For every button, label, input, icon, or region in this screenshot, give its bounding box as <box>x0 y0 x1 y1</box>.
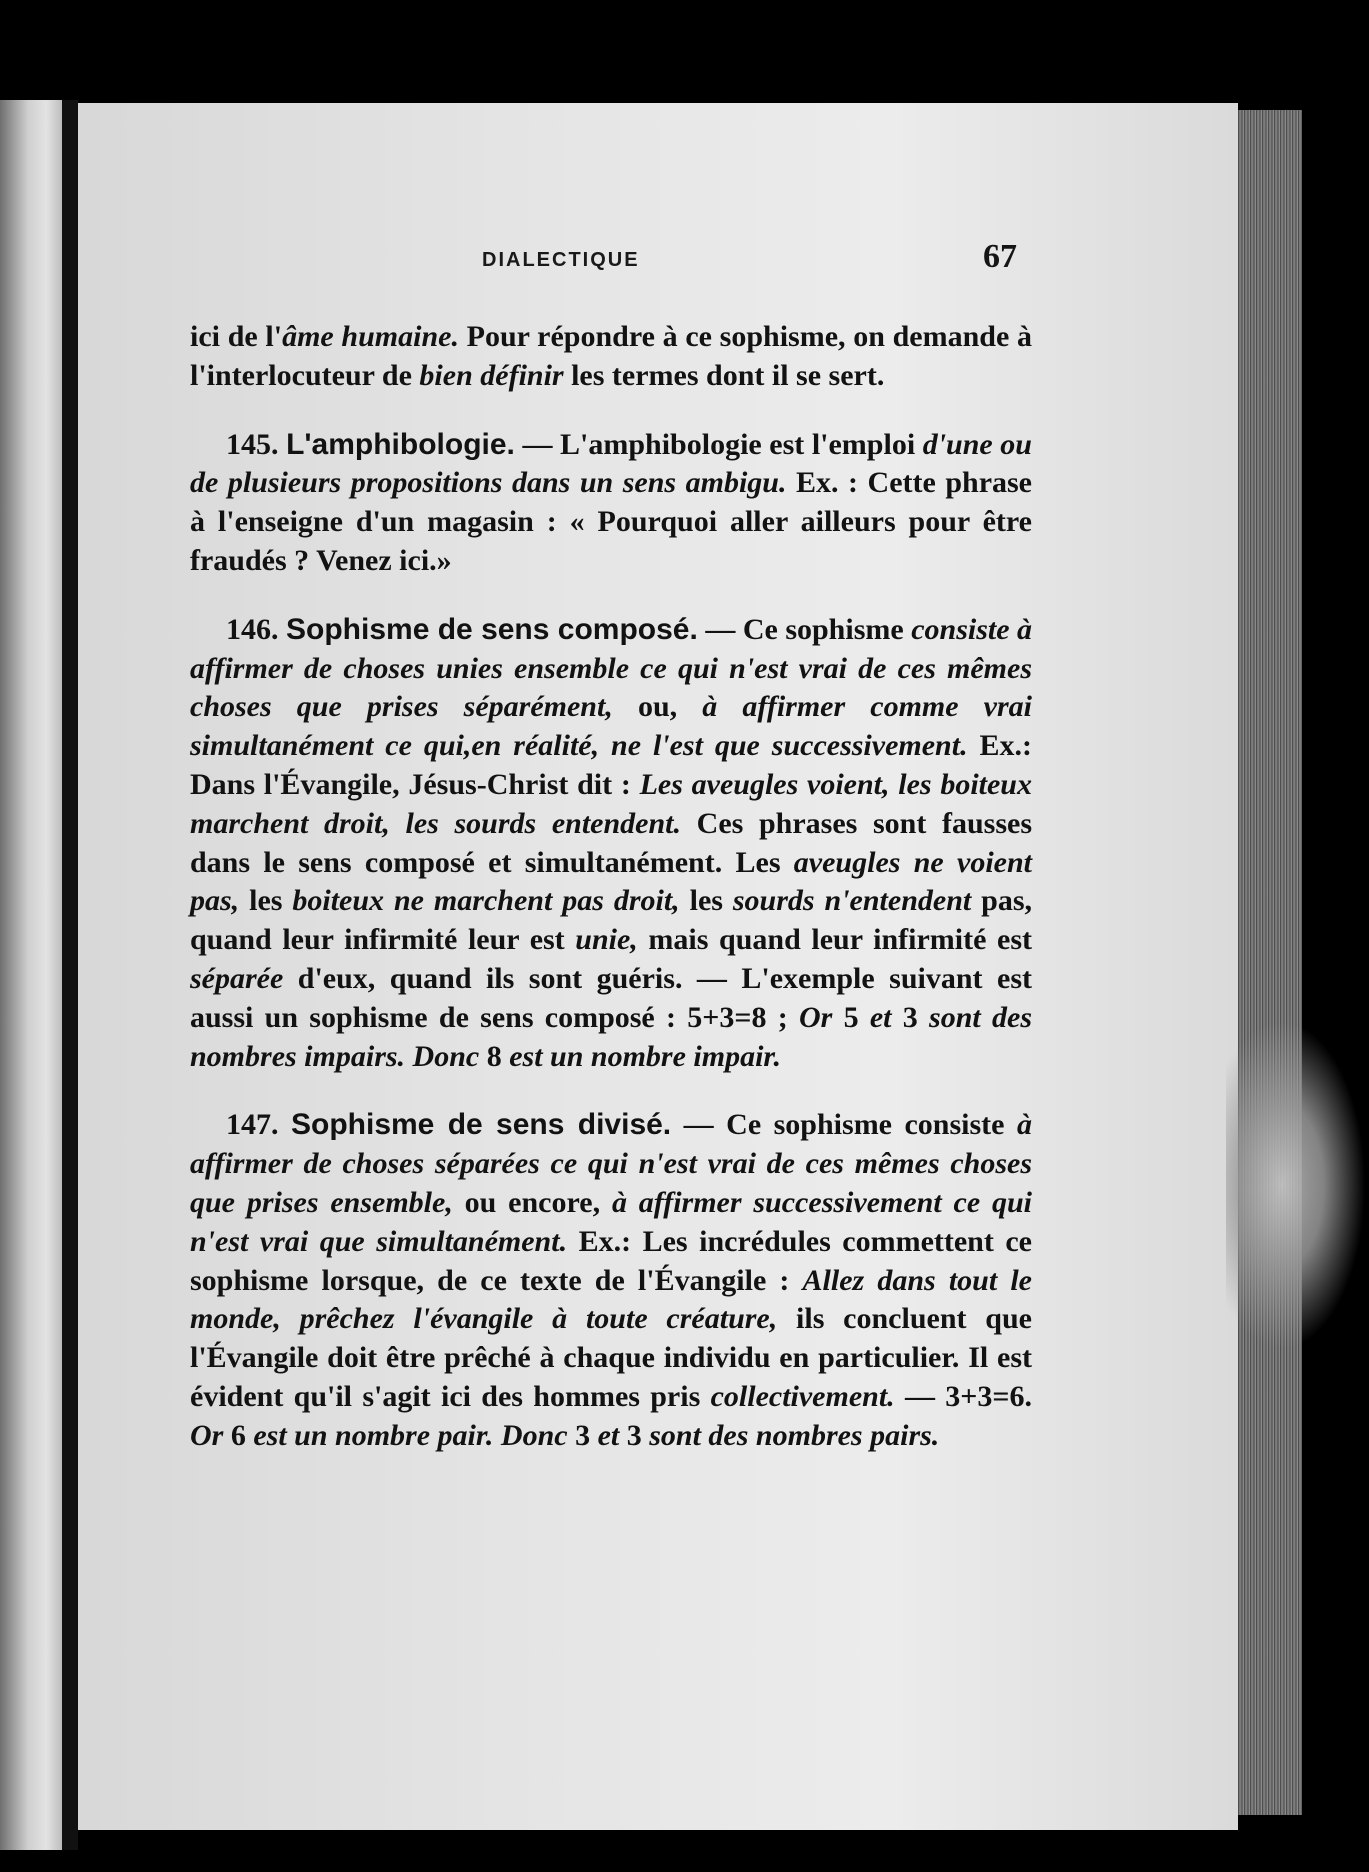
left-page-edge <box>0 100 62 1850</box>
section-145: 145. L'amphibologie. — L'amphibologie est l'emploi d'une ou de plusieurs propositions dans un sens ambigu. Ex. : Cette phrase à l'enseigne d'un magasin : « Pourquoi aller ailleurs pour être fraudés ? Venez ici.» <box>190 427 1033 577</box>
section-heading: Sophisme de sens composé. <box>286 612 698 646</box>
section-147: 147. Sophisme de sens divisé. — Ce sophisme consiste à affirmer de choses séparées ce qui n'est vrai de ces mêmes choses que prises ensemble, ou encore, à affirmer successivement ce qui n'est vrai que simultanément. Ex.: Les incrédules commettent ce sophisme lorsque, de ce texte de l'Évangile : Allez dans tout le monde, prêchez l'évangile à toute créature, ils concluent que l'Évangile doit être prêché à chaque individu en particulier. Il est évident qu'il s'agit ici des hommes pris collectivement. — 3+3=6. Or 6 est un nombre pair. Donc 3 et 3 sont des nombres pairs. <box>190 1108 1032 1452</box>
running-head: DIALECTIQUE <box>482 249 640 271</box>
page-number: 67 <box>983 238 1017 275</box>
torn-page-edge <box>1226 1020 1366 1350</box>
section-146: 146. Sophisme de sens composé. — Ce sophisme consiste à affirmer de choses unies ensemble ce qui n'est vrai de ces mêmes choses que prises séparément, ou, à affirmer comme vrai simultanément ce qui,en réalité, ne l'est que successivement. Ex.: Dans l'Évangile, Jésus-Christ dit : Les aveugles voient, les boiteux marchent droit, les sourds entendent. Ces phrases sont fausses dans le sens composé et simultanément. Les aveugles ne voient pas, les boiteux ne marchent pas droit, les sourds n'entendent pas, quand leur infirmité leur est unie, mais quand leur infirmité est séparée d'eux, quand ils sont guéris. — L'exemple suivant est aussi un sophisme de sens composé : 5+3=8 ; Or 5 et 3 sont des nombres impairs. Donc 8 est un nombre impair. <box>190 612 1033 1073</box>
section-number: 146. <box>226 612 279 646</box>
section-heading: Sophisme de sens divisé. <box>291 1108 672 1142</box>
page-stack-edges <box>1238 110 1302 1815</box>
intro-paragraph: ici de l'âme humaine. Pour répondre à ce sophisme, on demande à l'interlocuteur de bien définir les termes dont il se sert. <box>190 320 1032 392</box>
section-number: 145. <box>226 427 279 461</box>
body-text <box>190 318 1032 1456</box>
section-heading: L'amphibologie. <box>286 427 515 461</box>
section-number: 147. <box>226 1108 279 1142</box>
book-gutter <box>62 100 78 1850</box>
